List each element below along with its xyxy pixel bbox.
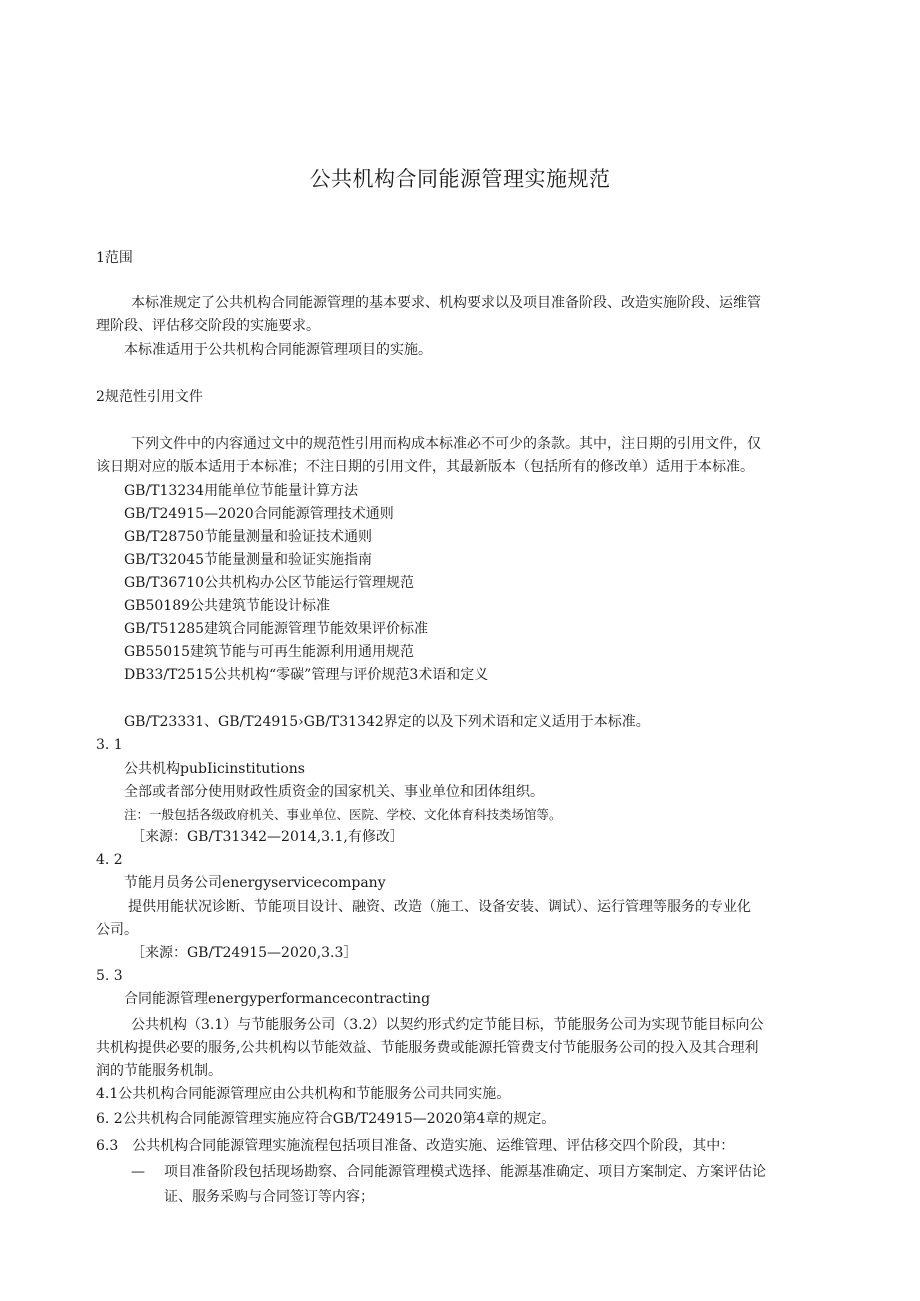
term-number: 5. 3: [96, 968, 123, 984]
reference-item: GB/T13234用能单位节能量计算方法: [124, 483, 359, 499]
bullet-text: 证、服务采购与合同签订等内容；: [164, 1189, 374, 1205]
bullet-dash: —: [131, 1164, 145, 1180]
clause-line: 4.1公共机构合同能源管理应由公共机构和节能服务公司共同实施。: [96, 1086, 511, 1102]
reference-item: GB/T24915—2020合同能源管理技术通则: [124, 506, 394, 522]
paragraph-line: 下列文件中的内容通过文中的规范性引用而构成本标准必不可少的条款。其中，注日期的引用文件，仅: [131, 436, 761, 452]
reference-item: GB55015建筑节能与可再生能源利用通用规范: [124, 644, 415, 660]
term-definition: 润的节能服务机制。: [96, 1063, 222, 1079]
term-definition: 全部或者部分使用财政性质资金的国家机关、事业单位和团体组织。: [124, 784, 544, 800]
term-name: 合同能源管理energyperformancecontracting: [124, 991, 431, 1007]
term-name: 节能月员务公司energyservicecompany: [124, 875, 386, 891]
clause-line: 6. 2公共机构合同能源管理实施应符合GB/T24915—2020第4章的规定。: [96, 1111, 556, 1127]
reference-item: GB50189公共建筑节能设计标准: [124, 598, 331, 614]
reference-item: GB/T36710公共机构办公区节能运行管理规范: [124, 575, 415, 591]
term-definition: 共机构提供必要的服务,公共机构以节能效益、节能服务费或能源托管费支付节能服务公司的投入及其合理利: [96, 1040, 759, 1056]
terms-intro: GB/T23331、GB/T24915›GB/T31342界定的以及下列术语和定义适用于本标准。: [124, 714, 650, 730]
term-definition: 公共机构（3.1）与节能服务公司（3.2）以契约形式约定节能目标，节能服务公司为实现节能目标向公: [131, 1017, 764, 1033]
term-name: 公共机构pubIicinstitutions: [124, 761, 305, 777]
term-number: 3. 1: [96, 737, 123, 753]
term-note: 注：一般包括各级政府机关、事业单位、医院、学校、文化体育科技类场馆等。: [124, 807, 562, 822]
document-title: 公共机构合同能源管理实施规范: [309, 167, 611, 191]
reference-item: DB33/T2515公共机构“零碳”管理与评价规范3术语和定义: [124, 667, 489, 683]
term-definition: 公司。: [96, 922, 138, 938]
paragraph-line: 本标准规定了公共机构合同能源管理的基本要求、机构要求以及项目准备阶段、改造实施阶段、运维管: [131, 295, 761, 311]
paragraph-line: 本标准适用于公共机构合同能源管理项目的实施。: [124, 342, 432, 358]
section-2-heading: 2规范性引用文件: [96, 389, 203, 405]
term-number: 4. 2: [96, 852, 123, 868]
section-1-heading: 1范围: [96, 250, 133, 266]
reference-item: GB/T51285建筑合同能源管理节能效果评价标准: [124, 621, 429, 637]
paragraph-line: 理阶段、评估移交阶段的实施要求。: [96, 318, 320, 334]
paragraph-line: 该日期对应的版本适用于本标准；不注日期的引用文件，其最新版本（包括所有的修改单）适用于本标准。: [96, 459, 754, 475]
term-source: ［来源：GB/T31342—2014,3.1,有修改］: [131, 829, 404, 845]
clause-line: 6.3 公共机构合同能源管理实施流程包括项目准备、改造实施、运维管理、评估移交四个阶段，其中：: [96, 1138, 735, 1154]
term-definition: 提供用能状况诊断、节能项目设计、融资、改造（施工、设备安装、调试）、运行管理等服务的专业化: [128, 899, 751, 915]
term-source: ［来源：GB/T24915—2020,3.3］: [131, 945, 358, 961]
bullet-text: 项目准备阶段包括现场勘察、合同能源管理模式选择、能源基准确定、项目方案制定、方案评估论: [164, 1164, 766, 1180]
reference-item: GB/T32045节能量测量和验证实施指南: [124, 552, 373, 568]
reference-item: GB/T28750节能量测量和验证技术通则: [124, 529, 373, 545]
